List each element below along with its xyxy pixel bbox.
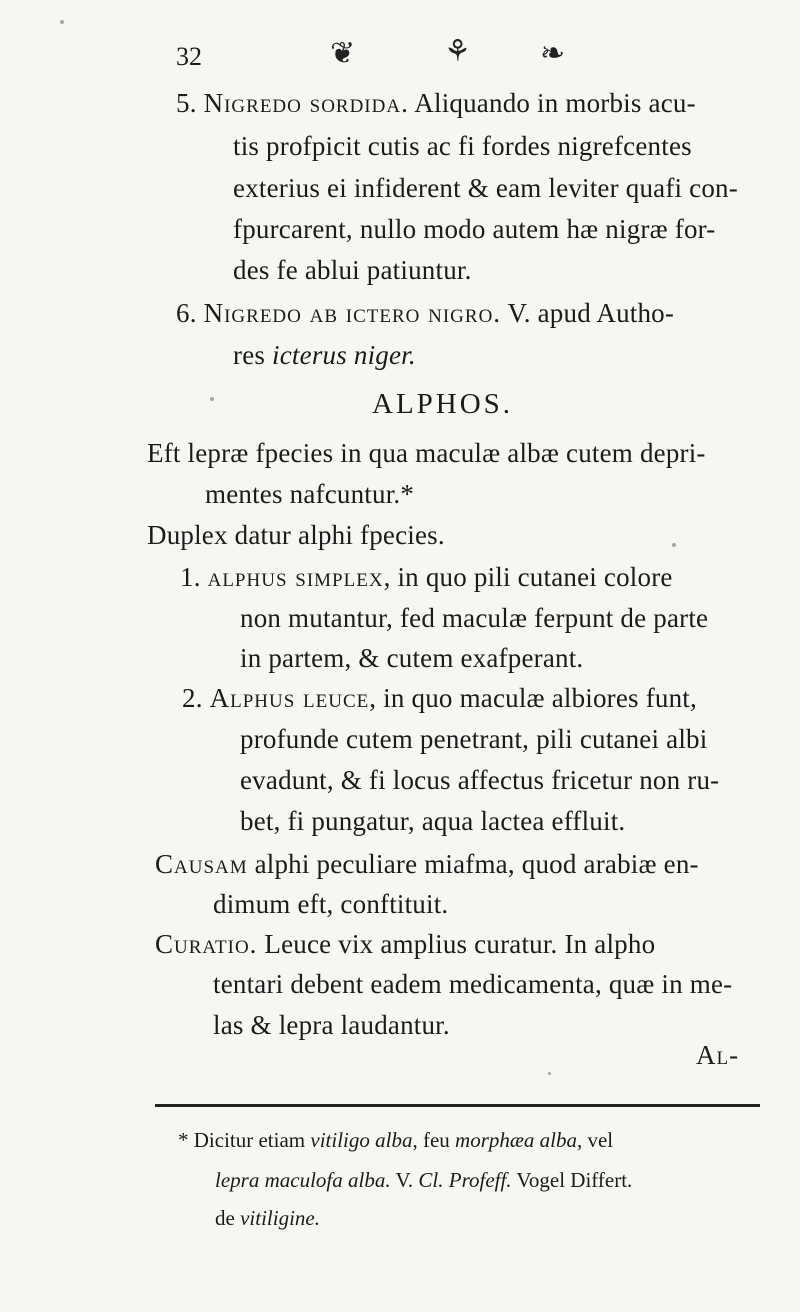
- entry-6-line-2: [233, 340, 416, 371]
- entry-5-line-3: exterius ei infiderent & eam leviter quafi con-: [233, 173, 738, 203]
- entry-5-line-5: des fe ablui patiuntur.: [233, 255, 472, 285]
- entry-heading: Nigredo sordida.: [203, 88, 409, 118]
- footnote-italic: vitiligo alba: [310, 1128, 413, 1152]
- footnote-italic: vitiligine.: [240, 1206, 320, 1230]
- footnote-italic: morphæa alba: [455, 1128, 577, 1152]
- entry-text: V. apud Autho-: [501, 298, 675, 328]
- species-1-line-3: in partem, & cutem exafperant.: [240, 643, 584, 673]
- paper-speck: [60, 20, 64, 24]
- left-ornament-icon: ❦: [330, 37, 356, 70]
- entry-5-line-4: fpurcarent, nullo modo autem hæ nigræ for-: [233, 214, 716, 244]
- curatio-line-3: las & lepra laudantur.: [213, 1010, 450, 1040]
- causam-line-2: dimum eft, conftituit.: [213, 889, 449, 919]
- entry-text: res: [233, 340, 273, 370]
- alphos-line-1: Eft lepræ fpecies in qua maculæ albæ cutem depri-: [147, 438, 706, 468]
- species-number: 2.: [182, 683, 203, 713]
- curatio-line-2: tentari debent eadem medicamenta, quæ in me-: [213, 969, 733, 999]
- footnote-italic: lepra maculofa alba.: [215, 1168, 391, 1192]
- paper-speck: [672, 543, 676, 547]
- footnote-text: , vel: [576, 1128, 614, 1152]
- footnote-italic: Cl. Profeff.: [418, 1168, 512, 1192]
- entry-5-line-1: [176, 88, 696, 119]
- causam-text: alphi peculiare miafma, quod arabiæ en-: [247, 849, 699, 879]
- species-heading: alphus simplex: [207, 562, 384, 592]
- species-2-line-1: [182, 683, 697, 714]
- entry-5-line-2: tis profpicit cutis ac fi fordes nigrefcentes: [233, 131, 692, 161]
- footnote-divider: [155, 1104, 760, 1107]
- causam-heading: Causam: [155, 849, 248, 879]
- species-2-line-2: profunde cutem penetrant, pili cutanei albi: [240, 724, 708, 754]
- species-text: , in quo pili cutanei colore: [383, 562, 673, 592]
- species-text: , in quo maculæ albiores funt,: [369, 683, 697, 713]
- entry-6-line-1: [176, 298, 674, 329]
- entry-text: Aliquando in morbis acu-: [408, 88, 696, 118]
- page-number: 32: [176, 42, 202, 71]
- species-2-line-4: bet, fi pungatur, aqua lactea effluit.: [240, 806, 626, 836]
- section-heading: ALPHOS.: [372, 388, 514, 420]
- footnote-text: V.: [390, 1168, 419, 1192]
- curatio-text: Leuce vix amplius curatur. In alpho: [257, 929, 656, 959]
- species-1-line-2: non mutantur, fed maculæ ferpunt de parte: [240, 603, 709, 633]
- footnote-text: Vogel Differt.: [511, 1168, 633, 1192]
- footnote-line-2: [215, 1168, 632, 1193]
- italic-term: icterus niger.: [272, 340, 416, 370]
- causam-line-1: [155, 849, 699, 880]
- species-2-line-3: evadunt, & fi locus affectus fricetur non ru-: [240, 765, 720, 795]
- center-ornament-icon: ⚘: [444, 35, 471, 68]
- footnote-text: , feu: [412, 1128, 456, 1152]
- catchword: Al-: [696, 1040, 740, 1070]
- curatio-line-1: [155, 929, 655, 960]
- species-number: 1.: [180, 562, 201, 592]
- paper-speck: [210, 397, 214, 401]
- footnote-line-1: [178, 1128, 613, 1153]
- species-1-line-1: [180, 562, 673, 593]
- footnote-text: de: [215, 1206, 241, 1230]
- entry-heading: Nigredo ab ictero nigro.: [203, 298, 502, 328]
- paper-speck: [548, 1072, 551, 1075]
- alphos-line-3: Duplex datur alphi fpecies.: [147, 520, 445, 550]
- right-ornament-icon: ❧: [540, 37, 566, 70]
- alphos-line-2: mentes nafcuntur.*: [205, 479, 415, 509]
- species-heading: Alphus leuce: [209, 683, 370, 713]
- footnote-text: * Dicitur etiam: [178, 1128, 311, 1152]
- entry-number: 6.: [176, 298, 197, 328]
- footnote-line-3: [215, 1206, 320, 1231]
- curatio-heading: Curatio.: [155, 929, 258, 959]
- entry-number: 5.: [176, 88, 197, 118]
